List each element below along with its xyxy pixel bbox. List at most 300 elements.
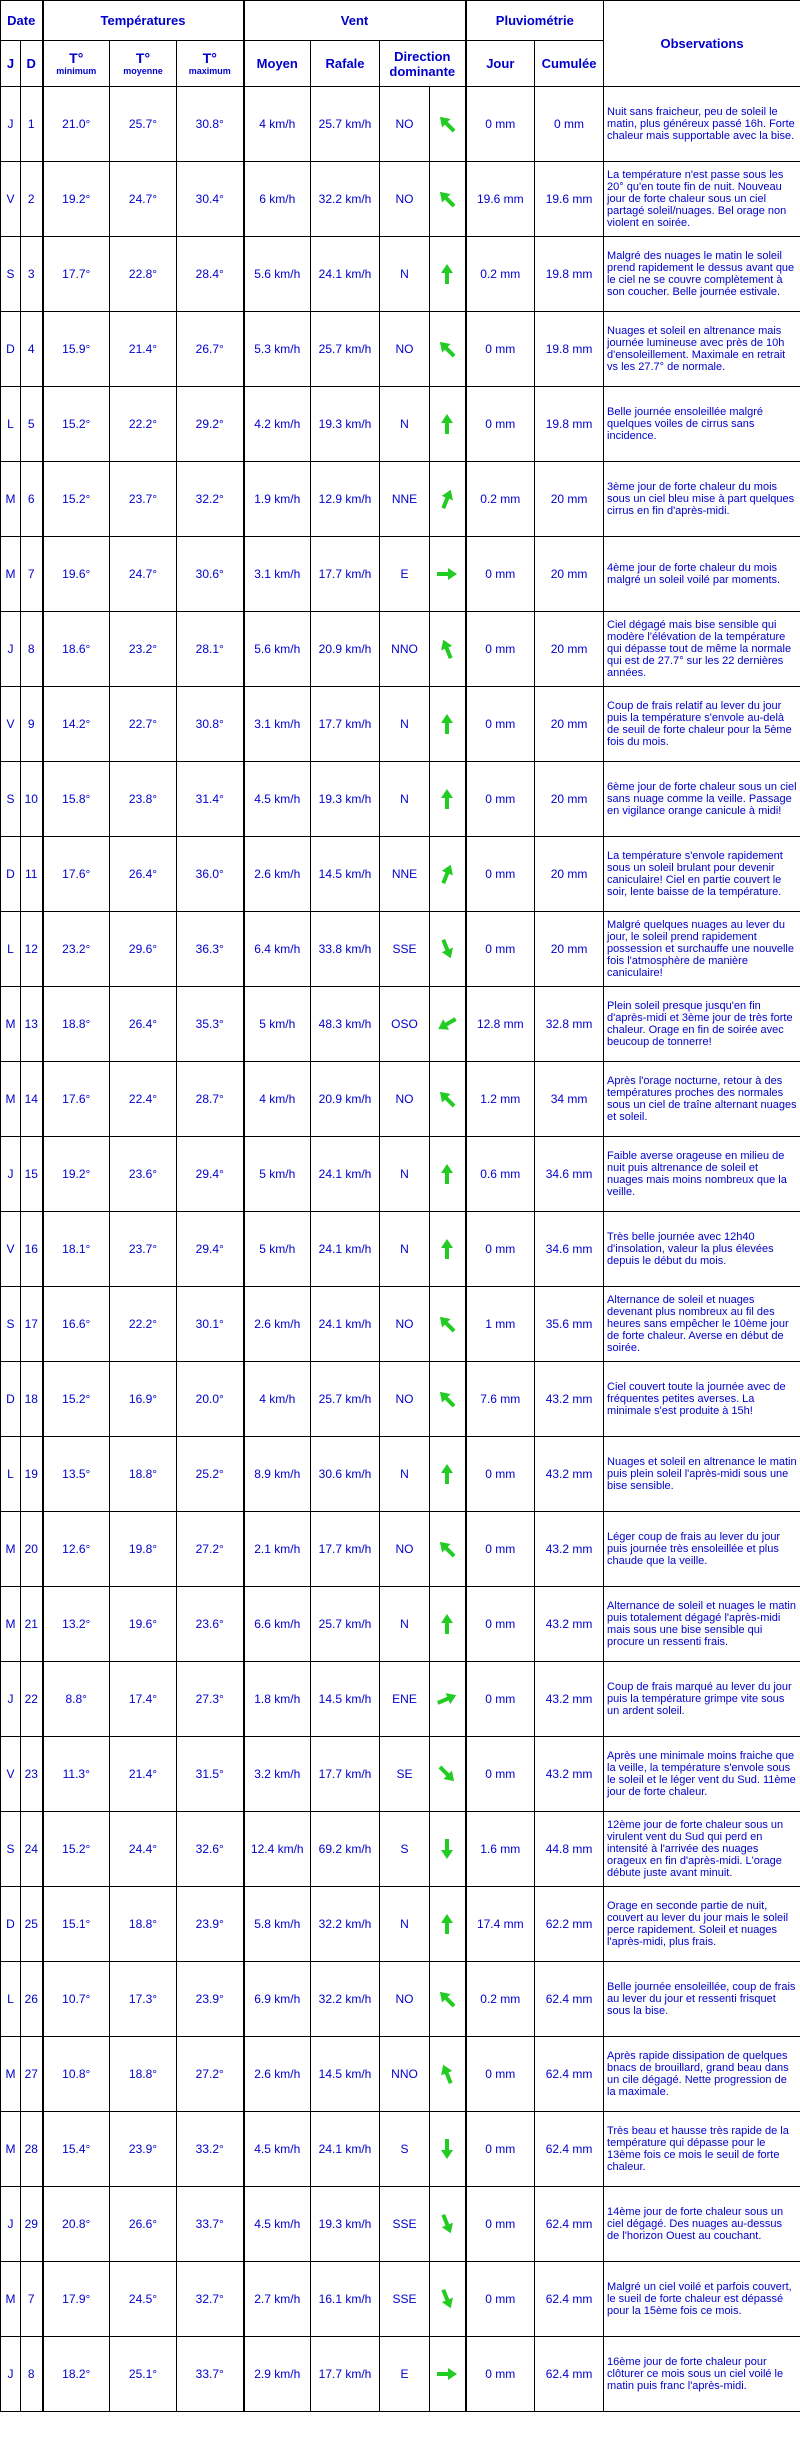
tmoy-cell: 23.8° bbox=[110, 762, 177, 837]
wind-mean-cell: 6.9 km/h bbox=[244, 1962, 311, 2037]
rain-day-cell: 0 mm bbox=[466, 1212, 535, 1287]
day-number-cell: 12 bbox=[21, 912, 43, 987]
wind-gust-cell: 32.2 km/h bbox=[311, 162, 380, 237]
tmax-cell: 29.4° bbox=[177, 1137, 244, 1212]
table-row bbox=[1, 2037, 800, 2112]
rain-cumul-cell: 20 mm bbox=[535, 462, 604, 537]
observation-cell: 12ème jour de forte chaleur sous un virulent vent du Sud qui perd en intensité à l'arrivée des nuages orageux en fin d'après-midi. L'orage débute juste avant minuit. bbox=[604, 1812, 800, 1887]
wind-mean-cell: 6 km/h bbox=[244, 162, 311, 237]
rain-cumul-cell: 43.2 mm bbox=[535, 1737, 604, 1812]
rain-cumul-cell: 19.8 mm bbox=[535, 312, 604, 387]
wind-gust-cell: 69.2 km/h bbox=[311, 1812, 380, 1887]
rain-cumul-cell: 62.4 mm bbox=[535, 2337, 604, 2412]
day-letter-cell: L bbox=[1, 387, 21, 462]
day-number-cell: 27 bbox=[21, 2037, 43, 2112]
tmoy-cell: 17.4° bbox=[110, 1662, 177, 1737]
temperatures-header: Températures bbox=[43, 1, 244, 41]
observation-cell: 14ème jour de forte chaleur sous un ciel dégagé. Des nuages au-dessus de l'horizon Ouest au couchant. bbox=[604, 2187, 800, 2262]
tmin-cell: 23.2° bbox=[43, 912, 110, 987]
tmoy-cell: 24.4° bbox=[110, 1812, 177, 1887]
wind-direction-cell: N bbox=[380, 1212, 430, 1287]
date-header: Date bbox=[1, 1, 43, 41]
wind-direction-cell: N bbox=[380, 387, 430, 462]
table-row bbox=[1, 1437, 800, 1512]
wind-gust-cell: 25.7 km/h bbox=[311, 312, 380, 387]
wind-arrow-icon bbox=[435, 1837, 459, 1861]
wind-mean-cell: 8.9 km/h bbox=[244, 1437, 311, 1512]
wind-arrow-icon bbox=[435, 2212, 459, 2236]
tmax-cell: 36.3° bbox=[177, 912, 244, 987]
tmoy-cell: 23.7° bbox=[110, 462, 177, 537]
day-number-cell: 7 bbox=[21, 2262, 43, 2337]
day-letter-cell: M bbox=[1, 2112, 21, 2187]
wind-gust-cell: 14.5 km/h bbox=[311, 2037, 380, 2112]
wind-mean-cell: 4.5 km/h bbox=[244, 2187, 311, 2262]
day-number-cell: 21 bbox=[21, 1587, 43, 1662]
tmin-cell: 19.2° bbox=[43, 162, 110, 237]
tmoy-cell: 25.7° bbox=[110, 87, 177, 162]
tmax-cell: 33.7° bbox=[177, 2187, 244, 2262]
tmoy-cell: 18.8° bbox=[110, 2037, 177, 2112]
rain-cumul-cell: 19.6 mm bbox=[535, 162, 604, 237]
rain-cumul-cell: 20 mm bbox=[535, 837, 604, 912]
wind-arrow-icon bbox=[435, 1612, 459, 1636]
wind-direction-cell: N bbox=[380, 762, 430, 837]
wind-arrow-icon bbox=[435, 1987, 459, 2011]
observation-cell: Malgré un ciel voilé et parfois couvert, le sueil de forte chaleur est dépassé pour la 15ème fois ce mois. bbox=[604, 2262, 800, 2337]
tmoy-cell: 22.7° bbox=[110, 687, 177, 762]
wind-gust-cell: 17.7 km/h bbox=[311, 537, 380, 612]
tmin-cell: 20.8° bbox=[43, 2187, 110, 2262]
wind-gust-cell: 12.9 km/h bbox=[311, 462, 380, 537]
day-number-cell: 18 bbox=[21, 1362, 43, 1437]
day-number-cell: 6 bbox=[21, 462, 43, 537]
tmoy-cell: 29.6° bbox=[110, 912, 177, 987]
wind-direction-arrow-cell bbox=[430, 1212, 466, 1287]
wind-gust-cell: 20.9 km/h bbox=[311, 1062, 380, 1137]
wind-mean-cell: 5 km/h bbox=[244, 1137, 311, 1212]
rain-day-cell: 19.6 mm bbox=[466, 162, 535, 237]
wind-arrow-icon bbox=[435, 2062, 459, 2086]
cumulee-header: Cumulée bbox=[535, 41, 604, 87]
table-row bbox=[1, 1887, 800, 1962]
tmin-cell: 15.9° bbox=[43, 312, 110, 387]
day-number-cell: 8 bbox=[21, 612, 43, 687]
wind-arrow-icon bbox=[435, 712, 459, 736]
wind-direction-arrow-cell bbox=[430, 237, 466, 312]
tmin-cell: 13.5° bbox=[43, 1437, 110, 1512]
table-row bbox=[1, 162, 800, 237]
rain-cumul-cell: 34 mm bbox=[535, 1062, 604, 1137]
tmin-cell: 10.7° bbox=[43, 1962, 110, 2037]
tmin-cell: 18.1° bbox=[43, 1212, 110, 1287]
wind-arrow-icon bbox=[435, 1087, 459, 1111]
day-letter-cell: M bbox=[1, 1587, 21, 1662]
rain-cumul-cell: 43.2 mm bbox=[535, 1662, 604, 1737]
rain-day-cell: 0.2 mm bbox=[466, 462, 535, 537]
tmoy-cell: 21.4° bbox=[110, 1737, 177, 1812]
tmoy-cell: 18.8° bbox=[110, 1437, 177, 1512]
day-number-cell: 3 bbox=[21, 237, 43, 312]
wind-direction-cell: SE bbox=[380, 1737, 430, 1812]
wind-direction-arrow-cell bbox=[430, 687, 466, 762]
rain-cumul-cell: 62.2 mm bbox=[535, 1887, 604, 1962]
tmin-cell: 18.8° bbox=[43, 987, 110, 1062]
day-number-cell: 9 bbox=[21, 687, 43, 762]
rafale-header: Rafale bbox=[311, 41, 380, 87]
wind-direction-arrow-cell bbox=[430, 1962, 466, 2037]
wind-gust-cell: 19.3 km/h bbox=[311, 762, 380, 837]
wind-mean-cell: 5.3 km/h bbox=[244, 312, 311, 387]
wind-gust-cell: 16.1 km/h bbox=[311, 2262, 380, 2337]
wind-direction-cell: N bbox=[380, 687, 430, 762]
tmin-cell: 17.9° bbox=[43, 2262, 110, 2337]
tmoy-cell: 23.2° bbox=[110, 612, 177, 687]
wind-arrow-icon bbox=[435, 1537, 459, 1561]
tmax-cell: 27.3° bbox=[177, 1662, 244, 1737]
tmax-cell: 28.1° bbox=[177, 612, 244, 687]
wind-direction-cell: NO bbox=[380, 1962, 430, 2037]
day-letter-cell: D bbox=[1, 837, 21, 912]
tmax-cell: 35.3° bbox=[177, 987, 244, 1062]
observation-cell: Très belle journée avec 12h40 d'insolation, valeur la plus élevées depuis le début du mois. bbox=[604, 1212, 800, 1287]
wind-gust-cell: 25.7 km/h bbox=[311, 1362, 380, 1437]
rain-day-cell: 1 mm bbox=[466, 1287, 535, 1362]
tmax-cell: 30.8° bbox=[177, 687, 244, 762]
wind-gust-cell: 17.7 km/h bbox=[311, 2337, 380, 2412]
day-letter-cell: M bbox=[1, 1062, 21, 1137]
tmin-cell: 17.7° bbox=[43, 237, 110, 312]
table-row bbox=[1, 1587, 800, 1662]
observations-header: Observations bbox=[604, 1, 800, 87]
tmax-cell: 32.7° bbox=[177, 2262, 244, 2337]
wind-direction-arrow-cell bbox=[430, 1887, 466, 1962]
wind-direction-arrow-cell bbox=[430, 537, 466, 612]
wind-arrow-icon bbox=[435, 2287, 459, 2311]
tmoy-cell: 24.5° bbox=[110, 2262, 177, 2337]
wind-mean-cell: 2.6 km/h bbox=[244, 2037, 311, 2112]
wind-gust-cell: 33.8 km/h bbox=[311, 912, 380, 987]
tmin-cell: 13.2° bbox=[43, 1587, 110, 1662]
wind-arrow-icon bbox=[435, 637, 459, 661]
observation-cell: La température s'envole rapidement sous un soleil brulant pour devenir caniculaire! Ciel en partie couvert le soir, lente baisse de la température. bbox=[604, 837, 800, 912]
wind-direction-arrow-cell bbox=[430, 162, 466, 237]
wind-direction-arrow-cell bbox=[430, 1512, 466, 1587]
tmax-cell: 30.8° bbox=[177, 87, 244, 162]
rain-day-cell: 0 mm bbox=[466, 312, 535, 387]
wind-direction-cell: NO bbox=[380, 162, 430, 237]
tmax-cell: 32.2° bbox=[177, 462, 244, 537]
wind-direction-arrow-cell bbox=[430, 1137, 466, 1212]
tmoy-cell: 24.7° bbox=[110, 537, 177, 612]
day-letter-cell: M bbox=[1, 462, 21, 537]
wind-direction-arrow-cell bbox=[430, 387, 466, 462]
rain-day-cell: 0 mm bbox=[466, 837, 535, 912]
table-row bbox=[1, 1962, 800, 2037]
rain-cumul-cell: 43.2 mm bbox=[535, 1362, 604, 1437]
observation-cell: Ciel dégagé mais bise sensible qui modère l'élévation de la température qui dépasse tout de même la normale qui est de 27.7° sur les 22 dernières années. bbox=[604, 612, 800, 687]
observation-cell: 16ème jour de forte chaleur pour clôturer ce mois sous un ciel voilé le matin puis franc l'après-midi. bbox=[604, 2337, 800, 2412]
wind-direction-cell: SSE bbox=[380, 2187, 430, 2262]
wind-gust-cell: 17.7 km/h bbox=[311, 687, 380, 762]
wind-gust-cell: 24.1 km/h bbox=[311, 237, 380, 312]
wind-direction-arrow-cell bbox=[430, 2187, 466, 2262]
wind-direction-arrow-cell bbox=[430, 462, 466, 537]
rain-cumul-cell: 43.2 mm bbox=[535, 1587, 604, 1662]
pluviometrie-header: Pluviométrie bbox=[466, 1, 604, 41]
wind-gust-cell: 25.7 km/h bbox=[311, 87, 380, 162]
direction-header: Direction dominante bbox=[380, 41, 466, 87]
wind-direction-cell: N bbox=[380, 1587, 430, 1662]
wind-arrow-icon bbox=[435, 1762, 459, 1786]
tmoy-cell: 17.3° bbox=[110, 1962, 177, 2037]
wind-arrow-icon bbox=[435, 787, 459, 811]
table-row bbox=[1, 1062, 800, 1137]
vent-header: Vent bbox=[244, 1, 466, 41]
wind-arrow-icon bbox=[435, 112, 459, 136]
wind-direction-arrow-cell bbox=[430, 1812, 466, 1887]
tmin-cell: 18.2° bbox=[43, 2337, 110, 2412]
day-number-cell: 15 bbox=[21, 1137, 43, 1212]
wind-direction-cell: NO bbox=[380, 1512, 430, 1587]
tmax-cell: 27.2° bbox=[177, 1512, 244, 1587]
day-letter-cell: J bbox=[1, 2337, 21, 2412]
wind-direction-arrow-cell bbox=[430, 912, 466, 987]
rain-day-cell: 0 mm bbox=[466, 87, 535, 162]
tmoy-cell: 26.4° bbox=[110, 987, 177, 1062]
wind-direction-arrow-cell bbox=[430, 2337, 466, 2412]
wind-gust-cell: 30.6 km/h bbox=[311, 1437, 380, 1512]
table-row bbox=[1, 2112, 800, 2187]
tmin-cell: 15.2° bbox=[43, 1362, 110, 1437]
wind-gust-cell: 32.2 km/h bbox=[311, 1962, 380, 2037]
wind-mean-cell: 4.5 km/h bbox=[244, 762, 311, 837]
observation-cell: Après rapide dissipation de quelques bnacs de brouillard, grand beau dans un cile dégagé. Nette progression de la maximale. bbox=[604, 2037, 800, 2112]
observation-cell: 4ème jour de forte chaleur du mois malgré un soleil voilé par moments. bbox=[604, 537, 800, 612]
tmoy-cell: 26.6° bbox=[110, 2187, 177, 2262]
tmoy-cell: 18.8° bbox=[110, 1887, 177, 1962]
wind-mean-cell: 3.1 km/h bbox=[244, 537, 311, 612]
tmin-cell: 15.8° bbox=[43, 762, 110, 837]
day-letter-cell: S bbox=[1, 762, 21, 837]
wind-direction-cell: NNO bbox=[380, 612, 430, 687]
table-row bbox=[1, 1512, 800, 1587]
day-letter-cell: J bbox=[1, 2187, 21, 2262]
tmoy-cell: 19.6° bbox=[110, 1587, 177, 1662]
tmin-cell: 19.2° bbox=[43, 1137, 110, 1212]
moyen-header: Moyen bbox=[244, 41, 311, 87]
observation-cell: Coup de frais relatif au lever du jour puis la température s'envole au-delà de seuil de forte chaleur pour la 5ème fois du mois. bbox=[604, 687, 800, 762]
tmax-cell: 33.7° bbox=[177, 2337, 244, 2412]
wind-direction-cell: NO bbox=[380, 87, 430, 162]
rain-day-cell: 0 mm bbox=[466, 612, 535, 687]
table-row bbox=[1, 537, 800, 612]
tmax-cell: 28.7° bbox=[177, 1062, 244, 1137]
day-number-cell: 13 bbox=[21, 987, 43, 1062]
wind-direction-arrow-cell bbox=[430, 987, 466, 1062]
day-letter-cell: D bbox=[1, 1887, 21, 1962]
tmin-cell: 15.1° bbox=[43, 1887, 110, 1962]
tmax-cell: 36.0° bbox=[177, 837, 244, 912]
rain-day-cell: 0 mm bbox=[466, 2037, 535, 2112]
wind-arrow-icon bbox=[435, 412, 459, 436]
tmoy-cell: 23.9° bbox=[110, 2112, 177, 2187]
wind-gust-cell: 25.7 km/h bbox=[311, 1587, 380, 1662]
day-letter-cell: J bbox=[1, 1662, 21, 1737]
observation-cell: Coup de frais marqué au lever du jour puis la température grimpe vite sous un ardent soleil. bbox=[604, 1662, 800, 1737]
tmin-cell: 10.8° bbox=[43, 2037, 110, 2112]
tmax-cell: 28.4° bbox=[177, 237, 244, 312]
day-letter-cell: S bbox=[1, 237, 21, 312]
rain-day-cell: 0 mm bbox=[466, 1587, 535, 1662]
wind-mean-cell: 4.2 km/h bbox=[244, 387, 311, 462]
day-number-cell: 19 bbox=[21, 1437, 43, 1512]
day-number-cell: 8 bbox=[21, 2337, 43, 2412]
day-number-cell: 22 bbox=[21, 1662, 43, 1737]
wind-mean-cell: 4.5 km/h bbox=[244, 2112, 311, 2187]
observation-cell: Alternance de soleil et nuages le matin puis totalement dégagé l'après-midi mais sous une bise sensible qui procure un ressenti frais. bbox=[604, 1587, 800, 1662]
rain-day-cell: 0 mm bbox=[466, 2112, 535, 2187]
wind-direction-arrow-cell bbox=[430, 312, 466, 387]
day-letter-cell: M bbox=[1, 987, 21, 1062]
wind-arrow-icon bbox=[435, 262, 459, 286]
day-number-cell: 4 bbox=[21, 312, 43, 387]
day-letter-header: J bbox=[1, 41, 21, 87]
day-number-cell: 28 bbox=[21, 2112, 43, 2187]
wind-direction-cell: N bbox=[380, 1437, 430, 1512]
day-letter-cell: V bbox=[1, 687, 21, 762]
table-row bbox=[1, 837, 800, 912]
wind-direction-arrow-cell bbox=[430, 1362, 466, 1437]
tmin-cell: 15.2° bbox=[43, 462, 110, 537]
wind-gust-cell: 24.1 km/h bbox=[311, 1212, 380, 1287]
rain-day-cell: 0.2 mm bbox=[466, 237, 535, 312]
wind-mean-cell: 2.6 km/h bbox=[244, 1287, 311, 1362]
tmin-cell: 21.0° bbox=[43, 87, 110, 162]
rain-day-cell: 0 mm bbox=[466, 1437, 535, 1512]
day-letter-cell: J bbox=[1, 612, 21, 687]
tmoy-header-sub: moyenne bbox=[123, 66, 163, 76]
tmoy-cell: 23.7° bbox=[110, 1212, 177, 1287]
wind-direction-cell: N bbox=[380, 1887, 430, 1962]
tmax-cell: 23.9° bbox=[177, 1887, 244, 1962]
wind-mean-cell: 4 km/h bbox=[244, 1362, 311, 1437]
table-row bbox=[1, 612, 800, 687]
wind-direction-cell: S bbox=[380, 1812, 430, 1887]
wind-direction-arrow-cell bbox=[430, 837, 466, 912]
wind-direction-arrow-cell bbox=[430, 2037, 466, 2112]
table-row bbox=[1, 237, 800, 312]
rain-day-cell: 0.2 mm bbox=[466, 1962, 535, 2037]
tmax-cell: 31.4° bbox=[177, 762, 244, 837]
rain-day-cell: 0 mm bbox=[466, 912, 535, 987]
wind-gust-cell: 24.1 km/h bbox=[311, 2112, 380, 2187]
day-number-cell: 5 bbox=[21, 387, 43, 462]
tmoy-cell: 22.2° bbox=[110, 1287, 177, 1362]
wind-arrow-icon bbox=[435, 337, 459, 361]
wind-mean-cell: 5.8 km/h bbox=[244, 1887, 311, 1962]
wind-mean-cell: 5 km/h bbox=[244, 1212, 311, 1287]
wind-mean-cell: 5 km/h bbox=[244, 987, 311, 1062]
wind-mean-cell: 6.6 km/h bbox=[244, 1587, 311, 1662]
wind-mean-cell: 3.2 km/h bbox=[244, 1737, 311, 1812]
tmax-cell: 25.2° bbox=[177, 1437, 244, 1512]
day-letter-cell: L bbox=[1, 912, 21, 987]
observation-cell: Très beau et hausse très rapide de la température qui dépasse pour le 13ème fois ce mois le seuil de forte chaleur. bbox=[604, 2112, 800, 2187]
tmin-cell: 18.6° bbox=[43, 612, 110, 687]
wind-gust-cell: 32.2 km/h bbox=[311, 1887, 380, 1962]
rain-day-cell: 7.6 mm bbox=[466, 1362, 535, 1437]
rain-cumul-cell: 34.6 mm bbox=[535, 1212, 604, 1287]
table-row bbox=[1, 2187, 800, 2262]
observation-cell: Léger coup de frais au lever du jour puis journée très ensoleillée et plus chaude que la veille. bbox=[604, 1512, 800, 1587]
tmin-header-top: T° bbox=[69, 50, 84, 66]
table-row bbox=[1, 87, 800, 162]
jour-header: Jour bbox=[466, 41, 535, 87]
rain-cumul-cell: 35.6 mm bbox=[535, 1287, 604, 1362]
wind-gust-cell: 14.5 km/h bbox=[311, 837, 380, 912]
day-letter-cell: L bbox=[1, 1962, 21, 2037]
wind-direction-cell: NO bbox=[380, 1062, 430, 1137]
rain-day-cell: 0 mm bbox=[466, 1737, 535, 1812]
wind-arrow-icon bbox=[435, 1012, 459, 1036]
rain-day-cell: 0 mm bbox=[466, 387, 535, 462]
tmax-cell: 29.2° bbox=[177, 387, 244, 462]
day-number-cell: 25 bbox=[21, 1887, 43, 1962]
tmoy-cell: 26.4° bbox=[110, 837, 177, 912]
header-row-1 bbox=[1, 1, 800, 41]
wind-direction-cell: NNO bbox=[380, 2037, 430, 2112]
tmax-cell: 30.1° bbox=[177, 1287, 244, 1362]
table-row bbox=[1, 1212, 800, 1287]
wind-arrow-icon bbox=[435, 1162, 459, 1186]
wind-gust-cell: 14.5 km/h bbox=[311, 1662, 380, 1737]
day-letter-cell: S bbox=[1, 1287, 21, 1362]
day-letter-cell: S bbox=[1, 1812, 21, 1887]
rain-cumul-cell: 32.8 mm bbox=[535, 987, 604, 1062]
rain-day-cell: 17.4 mm bbox=[466, 1887, 535, 1962]
tmin-cell: 8.8° bbox=[43, 1662, 110, 1737]
tmin-cell: 15.2° bbox=[43, 387, 110, 462]
wind-gust-cell: 17.7 km/h bbox=[311, 1737, 380, 1812]
observation-cell: Orage en seconde partie de nuit, couvert au lever du jour mais le soleil perce rapidement. Soleil et nuages l'après-midi, plus frais. bbox=[604, 1887, 800, 1962]
rain-cumul-cell: 20 mm bbox=[535, 912, 604, 987]
rain-cumul-cell: 19.8 mm bbox=[535, 387, 604, 462]
table-row bbox=[1, 312, 800, 387]
wind-direction-cell: SSE bbox=[380, 2262, 430, 2337]
tmoy-cell: 16.9° bbox=[110, 1362, 177, 1437]
wind-direction-cell: E bbox=[380, 2337, 430, 2412]
rain-cumul-cell: 20 mm bbox=[535, 537, 604, 612]
wind-mean-cell: 2.1 km/h bbox=[244, 1512, 311, 1587]
table-row bbox=[1, 462, 800, 537]
observation-cell: Nuit sans fraicheur, peu de soleil le matin, plus généreux passé 16h. Forte chaleur mais supportable avec la bise. bbox=[604, 87, 800, 162]
wind-direction-arrow-cell bbox=[430, 1062, 466, 1137]
wind-direction-cell: N bbox=[380, 237, 430, 312]
tmoy-header-top: T° bbox=[135, 50, 151, 66]
wind-direction-arrow-cell bbox=[430, 87, 466, 162]
wind-gust-cell: 17.7 km/h bbox=[311, 1512, 380, 1587]
rain-cumul-cell: 19.8 mm bbox=[535, 237, 604, 312]
day-number-cell: 11 bbox=[21, 837, 43, 912]
rain-cumul-cell: 20 mm bbox=[535, 687, 604, 762]
day-letter-cell: M bbox=[1, 537, 21, 612]
wind-arrow-icon bbox=[435, 937, 459, 961]
table-row bbox=[1, 987, 800, 1062]
tmoy-cell: 23.6° bbox=[110, 1137, 177, 1212]
tmoy-cell: 24.7° bbox=[110, 162, 177, 237]
observation-cell: 6ème jour de forte chaleur sous un ciel sans nuage comme la veille. Passage en vigilance orange canicule à midi! bbox=[604, 762, 800, 837]
